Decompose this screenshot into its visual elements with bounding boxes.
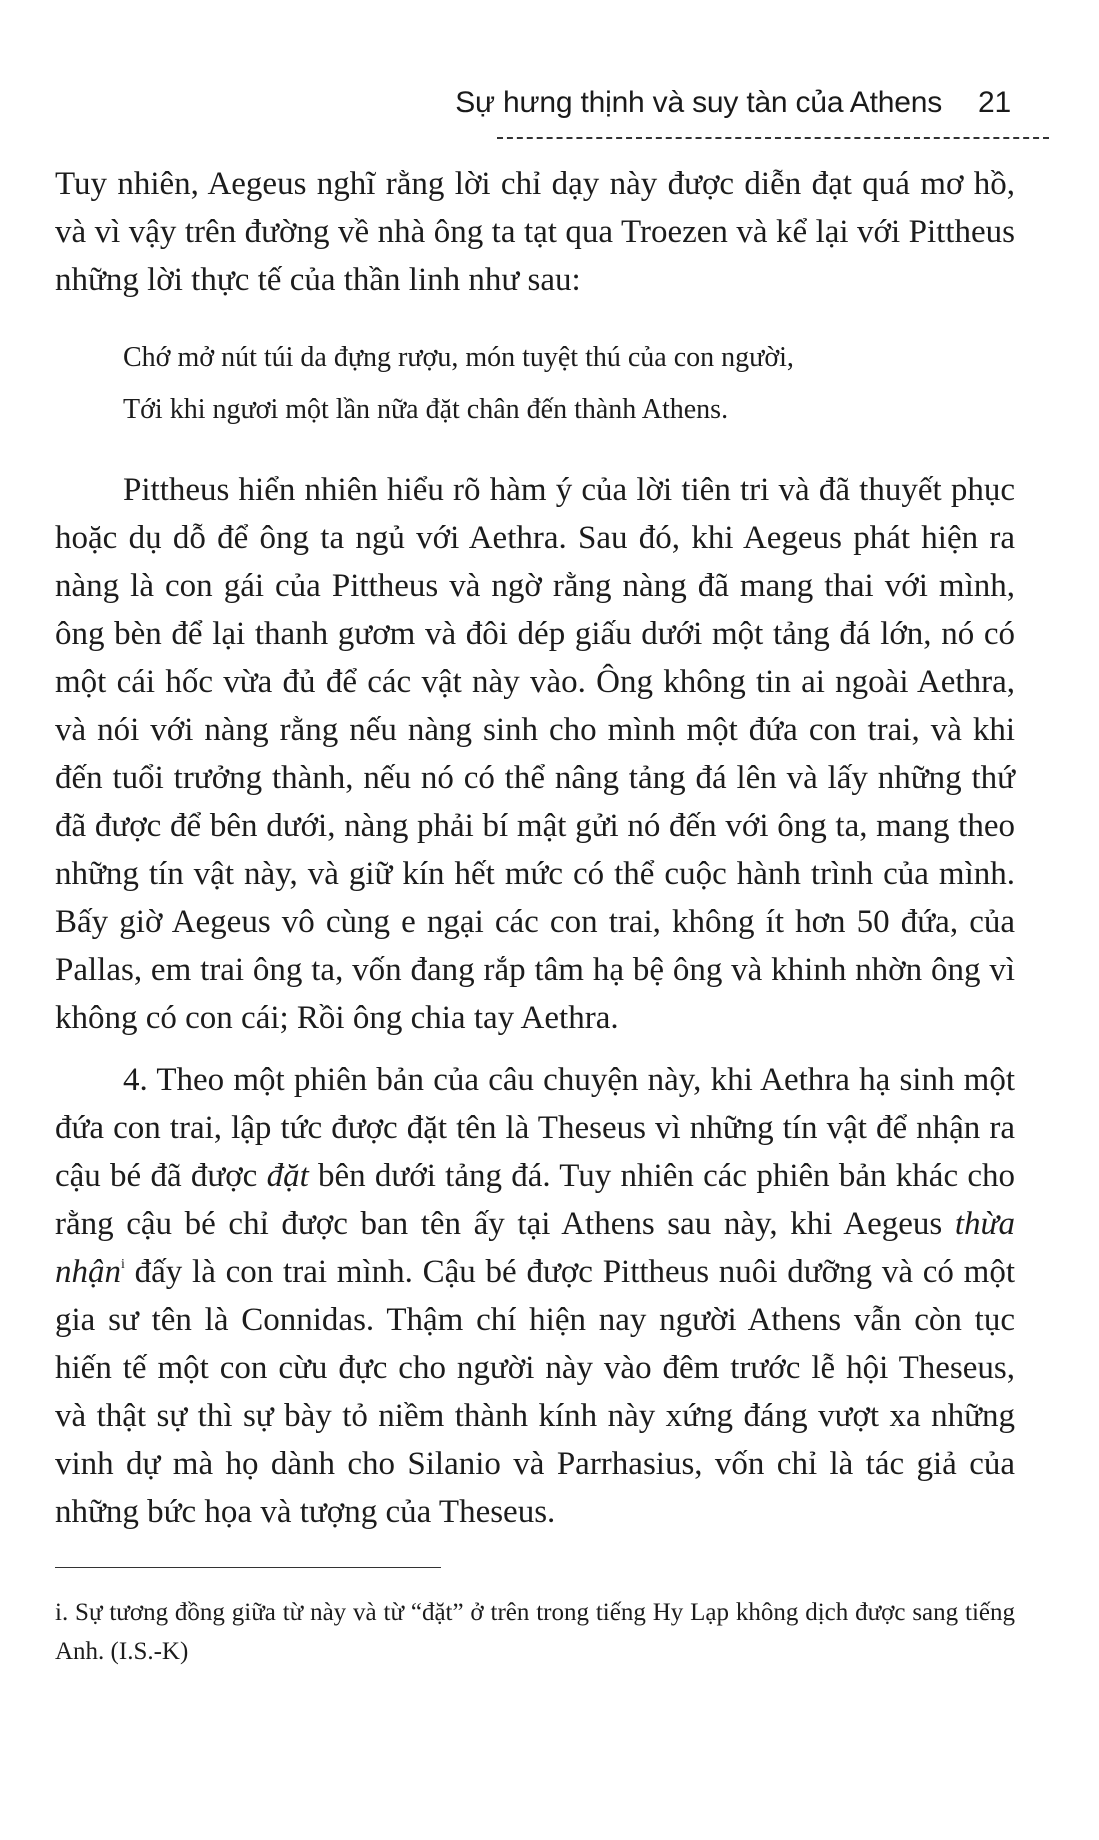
paragraph-text: đấy là con trai mình. Cậu bé được Pittheus nuôi dưỡng và có một gia sư tên là Connidas. Thậm chí hiện nay người Athens vẫn còn tục hiến tế một con cừu đực cho người này vào đêm trước lễ hội Theseus, và thật sự thì sự bày tỏ niềm thành kính này xứng đáng vượt xa những vinh dự mà họ dành cho Silanio và Parrhasius, vốn chỉ là tác giả của những bức họa và tượng của Theseus. (55, 1254, 1015, 1530)
running-header (455, 86, 1011, 120)
verse-line: Chớ mở nút túi da đựng rượu, món tuyệt thú của con người, (123, 342, 794, 373)
italic-word: đặt (266, 1158, 309, 1194)
header-dashed-rule (497, 137, 1049, 139)
footnote-marker: i (121, 1257, 125, 1272)
paragraph-pittheus: Pittheus hiển nhiên hiểu rõ hàm ý của lời tiên tri và đã thuyết phục hoặc dụ dỗ để ông ta ngủ với Aethra. Sau đó, khi Aegeus phát hiện ra nàng là con gái của Pittheus và ngờ rằng nàng đã mang thai với mình, ông bèn để lại thanh gươm và đôi dép giấu dưới một tảng đá lớn, nó có một cái hốc vừa đủ để các vật này vào. Ông không tin ai ngoài Aethra, và nói với nàng rằng nếu nàng sinh cho mình một đứa con trai, và khi đến tuổi trưởng thành, nếu nó có thể nâng tảng đá lên và lấy những thứ đã được để bên dưới, nàng phải bí mật gửi nó đến với ông ta, mang theo những tín vật này, và giữ kín hết mức có thể cuộc hành trình của mình. Bấy giờ Aegeus vô cùng e ngại các con trai, không ít hơn 50 đứa, của Pallas, em trai ông ta, vốn đang rắp tâm hạ bệ ông và khinh nhờn ông vì không có con cái; Rồi ông chia tay Aethra. (55, 472, 1015, 1036)
page-number: 21 (978, 86, 1011, 119)
intro-paragraph: Tuy nhiên, Aegeus nghĩ rằng lời chỉ dạy này được diễn đạt quá mơ hồ, và vì vậy trên đường về nhà ông ta tạt qua Troezen và kể lại với Pittheus những lời thực tế của thần linh như sau: (55, 166, 1015, 298)
verse-line: Tới khi ngươi một lần nữa đặt chân đến thành Athens. (123, 394, 729, 425)
italic-phrase: thừa nhận (55, 1206, 1015, 1290)
footnote (55, 1593, 1015, 1671)
footnote-text: i. Sự tương đồng giữa từ này và từ “đặt” ở trên trong tiếng Hy Lạp không dịch được sang tiếng Anh. (I.S.-K) (55, 1599, 1015, 1665)
paragraph-text: bên dưới tảng đá. Tuy nhiên các phiên bản khác cho rằng cậu bé chỉ được ban tên ấy tại Athens sau này, khi Aegeus (55, 1158, 1015, 1242)
paragraph-section-4 (55, 1056, 1015, 1536)
footnote-rule (55, 1567, 441, 1568)
running-title: Sự hưng thịnh và suy tàn của Athens (455, 86, 943, 119)
body-text (55, 160, 1015, 1536)
oracle-verse (123, 332, 1015, 436)
paragraph-text: 4. Theo một phiên bản của câu chuyện này, khi Aethra hạ sinh một đứa con trai, lập tức được đặt tên là Theseus vì những tín vật để nhận ra cậu bé đã được (55, 1062, 1015, 1194)
